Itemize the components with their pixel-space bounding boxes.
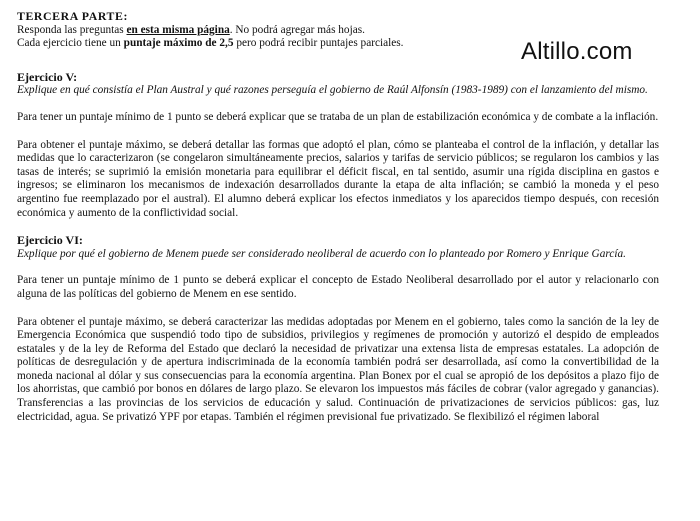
exercise-6-max-criteria: Para obtener el puntaje máximo, se deberá caracterizar las medidas adoptadas por Menem en el gobierno, tales como la sanción de la ley de Emergencia Económica que suspendió todo tipo de subsidios, privilegios y regímenes de promoción y autorizó el despido de empleados estatales y de la ley de Reforma del Estado que declaró la necesidad de privatizar una extensa lista de empresas estatales. La adopción de políticas de desregulación y de apertura indiscriminada de la economía también podrá ser desarrollada, así como la convertibilidad de la moneda nacional al dólar y sus consecuencias para la economía argentina. Plan Bonex por el cual se apropió de los depósitos a plazo fijo de los ahorristas, que cambió por bonos en dólares de largo plazo. Se elevaron los impuestos más fáciles de cobrar (valor agregado y ganancias). Transferencias a las provincias de los servicios de educación y salud. Continuación de privatizaciones de servicios públicos: gas, luz electricidad, agua. Se privatizó YPF por etapas. También el régimen previsional fue privatizado. Se flexibilizó el régimen laboral (17, 315, 659, 423)
exercise-6-min-criteria: Para tener un puntaje mínimo de 1 punto se deberá explicar el concepto de Estado Neoliberal desarrollado por el autor y relacionarlo con alguna de las políticas del gobierno de Menem en ese sentido. (17, 274, 659, 300)
instruction-1-text-a: Responda las preguntas (17, 23, 127, 36)
watermark-logo: Altillo.com (521, 38, 633, 65)
instruction-1-emphasis: en esta misma página (126, 23, 230, 36)
section-title: TERCERA PARTE: (17, 9, 128, 23)
instruction-1-text-b: . No podrá agregar más hojas. (229, 23, 365, 36)
instruction-2-emphasis: puntaje máximo de 2,5 (123, 37, 234, 50)
instruction-line-1 (17, 24, 659, 38)
instruction-2-text-a: Cada ejercicio tiene un (17, 37, 124, 50)
exercise-6-question: Explique por qué el gobierno de Menem puede ser considerado neoliberal de acuerdo con lo planteado por Romero y Enrique García. (17, 247, 626, 260)
exam-page (17, 10, 659, 424)
instruction-line-2 (17, 37, 659, 51)
exercise-5-question: Explique en qué consistía el Plan Austral y qué razones perseguía el gobierno de Raúl Alfonsín (1983-1989) con el lanzamiento del mismo. (17, 84, 648, 97)
exercise-6-heading: Ejercicio VI: (17, 233, 83, 248)
instruction-2-text-b: pero podrá recibir puntajes parciales. (233, 37, 404, 50)
exercise-5-heading: Ejercicio V: (17, 69, 78, 84)
exercise-5-max-criteria: Para obtener el puntaje máximo, se deberá detallar las formas que adoptó el plan, cómo se planteaba el control de la inflación, y detallar las medidas que lo caracterizaron (se congelaron simultáneamente precios, salarios y tarifas de servicio públicos; se regularon los cambios y las tasas de interés; se suprimió la emisión monetaria para equilibrar el déficit fiscal, en tal sentido, asumir una rígida disciplina en gastos e ingresos; se eliminaron los mecanismos de indexación desarrollados durante la etapa de alta inflación; se cambió la moneda y el peso argentino fue reemplazado por el austral). El alumno deberá explicar los efectos inmediatos y los aparecidos tiempo después, con recesión económica y aumento de la conflictividad social. (17, 138, 659, 219)
exercise-5-min-criteria: Para tener un puntaje mínimo de 1 punto se deberá explicar que se trataba de un plan de estabilización económica y de combate a la inflación. (17, 110, 659, 123)
